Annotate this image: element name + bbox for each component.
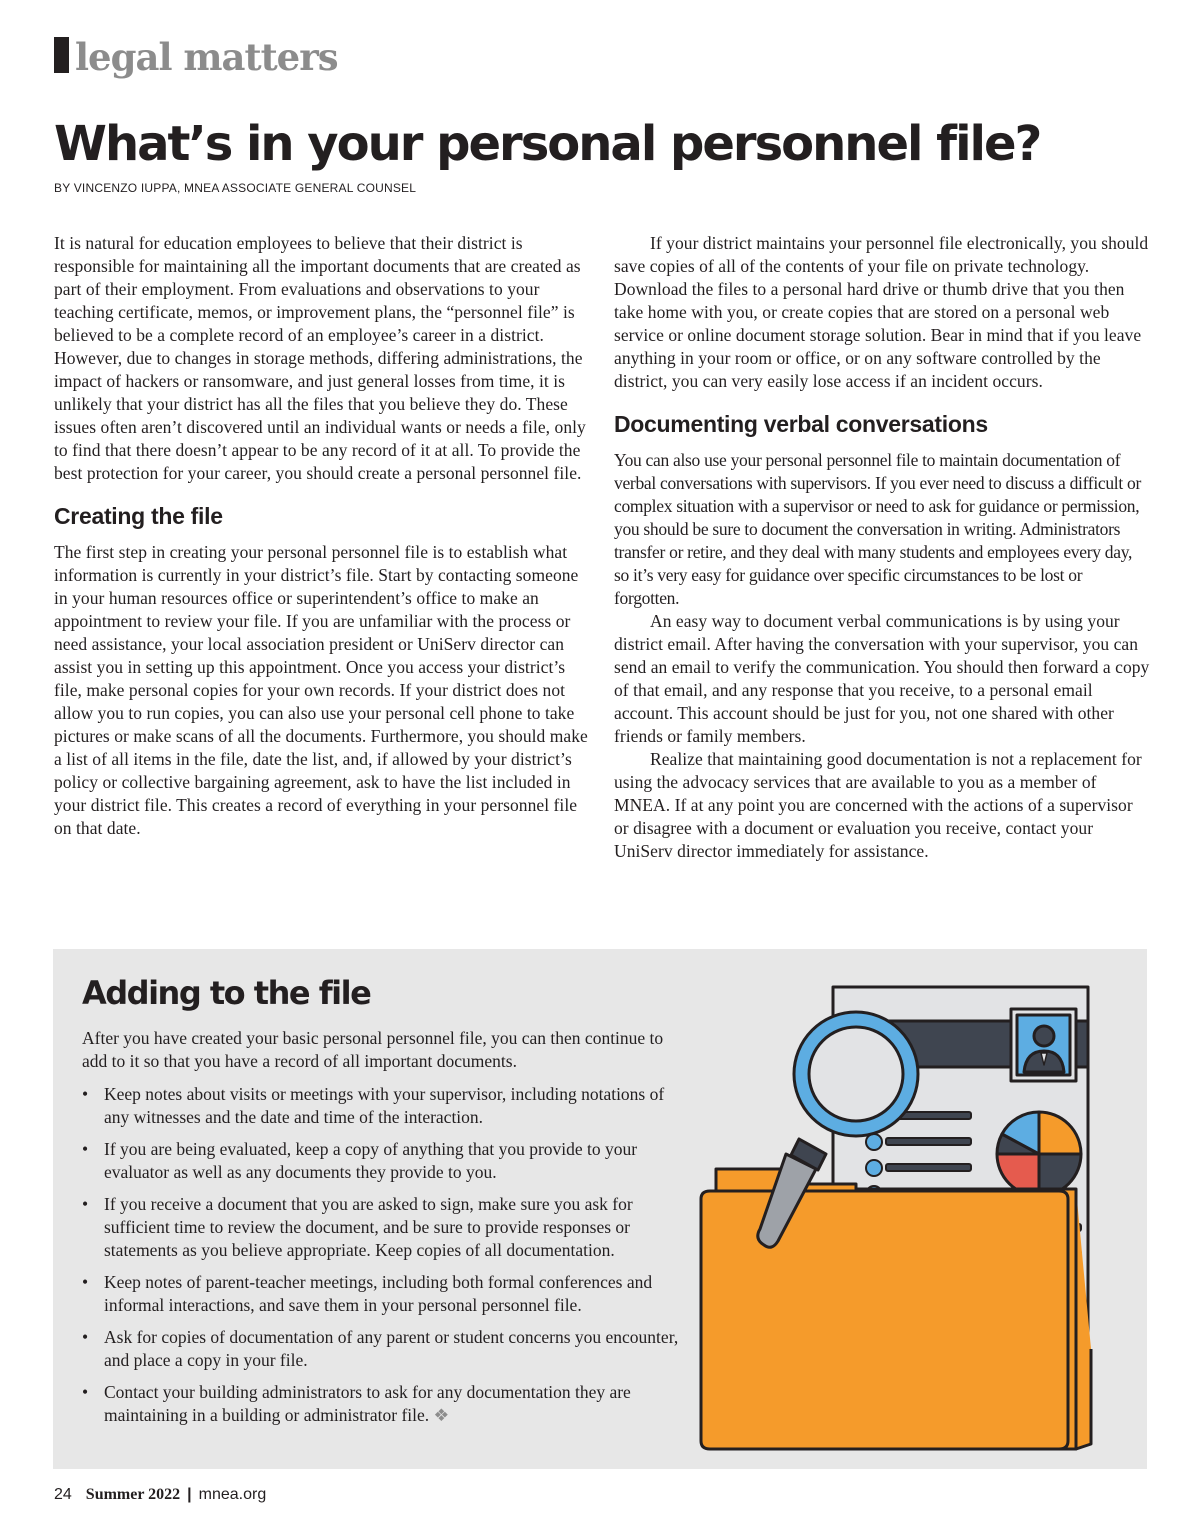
verbal-conversations-heading: Documenting verbal conversations	[614, 411, 988, 437]
bullet-icon: •	[82, 1327, 89, 1347]
adding-to-file-sidebar	[53, 949, 1147, 1469]
page-footer	[54, 1484, 266, 1506]
article-title: What’s in your personal personnel file?	[54, 116, 1041, 172]
website: mnea.org	[198, 1486, 267, 1503]
creating-file-heading: Creating the file	[54, 503, 223, 529]
right-column	[614, 232, 1150, 863]
intro-paragraph: It is natural for education employees to believe that their district is responsible for maintaining all the important documents that are created as part of their employment. From evaluations and observations to your teaching certificate, memos, or improvement plans, the “personnel file” is believed to be a complete record of an employee’s career in a district. However, due to changes in storage methods, differing administrations, the impact of hackers or ransomware, and just general losses from time, it is unlikely that your district has all the files that you believe they do. These issues often aren’t discovered until an individual wants or needs a file, only to find that there doesn’t appear to be any record of it at all. To provide the best protection for your career, you should create a personal personnel file.	[54, 233, 586, 483]
section-bar	[54, 37, 69, 73]
list-item: • Keep notes of parent-teacher meetings, including both formal conferences and informal interactions, and save them in your personal personnel file.	[82, 1272, 653, 1315]
bullet-icon: •	[82, 1194, 89, 1214]
sidebar-intro: After you have created your basic personal personnel file, you can then continue to add to it so that you have a record of all important documents.	[82, 1028, 664, 1071]
electronic-file-paragraph: If your district maintains your personnel file electronically, you should save copies of all of the contents of your file on private technology. Download the files to a personal hard drive or thumb drive that you then take home with you, or create copies that are stored on a personal web service or online document storage solution. Bear in mind that if you leave anything in your room or office, or on any software controlled by the district, you can very easily lose access if an incident occurs.	[614, 233, 1149, 391]
bullet-icon: •	[82, 1139, 89, 1159]
personnel-file-illustration	[696, 979, 1126, 1459]
list-item: • If you receive a document that you are asked to sign, make sure you ask for sufficient time to review the document, and be sure to provide responses or statements as you believe appropriate. Keep copies of all documentation.	[82, 1194, 633, 1260]
section-label	[54, 36, 338, 78]
bullet-icon: •	[82, 1084, 89, 1104]
list-item: • Ask for copies of documentation of any parent or student concerns you encounter, and place a copy in your file.	[82, 1327, 679, 1370]
creating-file-paragraph: The first step in creating your personal personnel file is to establish what information is currently in your district’s file. Start by contacting someone in your human resources office or superintendent’s office to make an appointment to review your file. If you are unfamiliar with the process or need assistance, your local association president or UniServ director can assist you in setting up this appointment. Once you access your district’s file, make personal copies for your own records. If your district does not allow you to run copies, you can also use your personal cell phone to take pictures or make scans of all the documents. Furthermore, you should make a list of all items in the file, date the list, and, if allowed by your district’s policy or collective bargaining agreement, ask to have the list included in your district file. This creates a record of everything in your personnel file on that date.	[54, 542, 588, 838]
bullet-icon: •	[82, 1272, 89, 1292]
list-item: • Contact your building administrators to ask for any documentation they are maintaining in a building or administrator file. ❖	[82, 1382, 631, 1425]
verbal-paragraph-2: An easy way to document verbal communications is by using your district email. After having the conversation with your supervisor, you can send an email to verify the communication. You should then forward a copy of that email, and any response that you receive, to a personal email account. This account should be just for you, not one shared with other friends or family members.	[614, 611, 1150, 746]
section-label-text: legal matters	[75, 35, 338, 79]
byline: BY VINCENZO IUPPA, MNEA ASSOCIATE GENERAL COUNSEL	[54, 181, 417, 195]
footer-separator: |	[187, 1486, 192, 1503]
folder-icon	[701, 1169, 1091, 1449]
sidebar-text	[82, 971, 692, 1436]
sidebar-title: Adding to the file	[82, 974, 371, 1012]
pie-chart-icon	[997, 1112, 1081, 1196]
issue-date: Summer 2022	[85, 1486, 181, 1503]
verbal-paragraph-1: You can also use your personal personnel file to maintain documentation of verbal conversations with supervisors. If you ever need to discuss a difficult or complex situation with a supervisor or need to ask for guidance or permission, you should be sure to document the conversation in writing. Administrators transfer or retire, and they deal with many students and employees every day, so it’s very easy for guidance over specific circumstances to be lost or forgotten.	[614, 450, 1141, 608]
list-item: • Keep notes about visits or meetings with your supervisor, including notations of any witnesses and the date and time of the interaction.	[82, 1084, 665, 1127]
left-column	[54, 232, 594, 840]
list-item: • If you are being evaluated, keep a copy of anything that you provide to your evaluator as well as any documents they provide to you.	[82, 1139, 638, 1182]
verbal-paragraph-3: Realize that maintaining good documentation is not a replacement for using the advocacy services that are available to you as a member of MNEA. If at any point you are concerned with the actions of a supervisor or disagree with a document or evaluation you receive, contact your UniServ director immediately for assistance.	[614, 749, 1142, 861]
bullet-icon: •	[82, 1382, 89, 1402]
sidebar-bullet-list	[82, 1083, 692, 1427]
page-number: 24	[54, 1486, 72, 1503]
end-mark-icon: ❖	[433, 1405, 450, 1425]
